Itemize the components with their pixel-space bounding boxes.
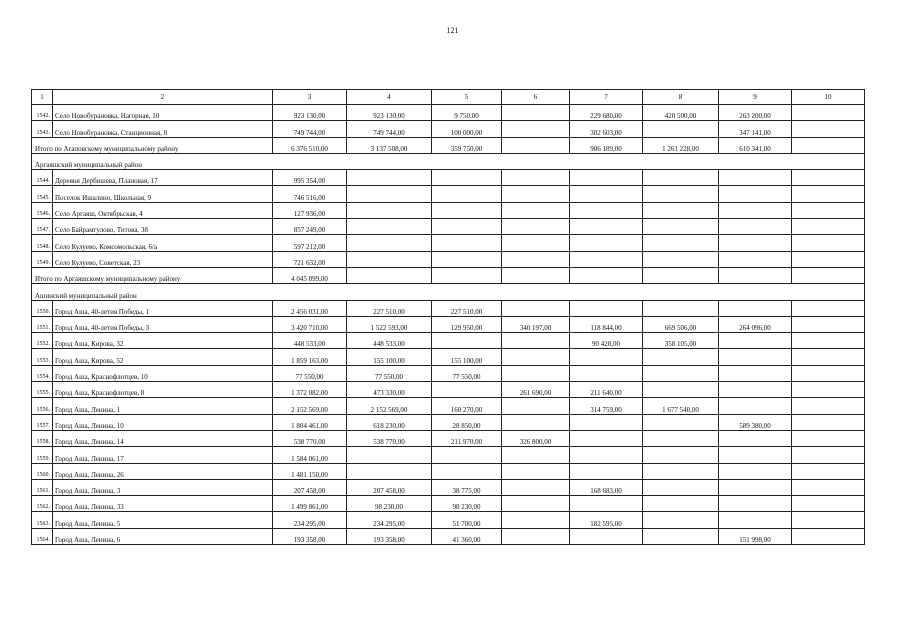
address-cell: Город Аша, Ленина, 10 xyxy=(53,414,273,430)
amount-cell xyxy=(643,235,719,251)
amount-cell: 160 270,00 xyxy=(432,398,502,414)
amount-cell: 473 330,00 xyxy=(347,382,432,398)
amount-cell xyxy=(643,170,719,186)
amount-cell: 1 804 461,00 xyxy=(273,414,347,430)
amount-cell xyxy=(719,365,792,381)
amount-cell xyxy=(570,267,643,283)
amount-cell: 326 800,00 xyxy=(502,430,570,446)
amount-cell xyxy=(502,267,570,283)
amount-cell xyxy=(719,219,792,235)
amount-cell xyxy=(792,430,865,446)
amount-cell xyxy=(643,219,719,235)
amount-cell: 38 775,00 xyxy=(432,479,502,495)
amount-cell: 118 844,00 xyxy=(570,316,643,332)
amount-cell xyxy=(502,219,570,235)
amount-cell xyxy=(719,251,792,267)
amount-cell: 995 354,00 xyxy=(273,170,347,186)
address-cell: Город Аша, Кирова, 32 xyxy=(53,333,273,349)
amount-cell xyxy=(643,186,719,202)
amount-cell xyxy=(792,382,865,398)
amount-cell: 234 295,00 xyxy=(347,512,432,528)
table-row xyxy=(32,316,865,332)
address-cell: Город Аша, Краснофлотцев, 10 xyxy=(53,365,273,381)
amount-cell xyxy=(792,251,865,267)
column-header: 10 xyxy=(792,90,865,105)
row-number: 1559. xyxy=(32,447,53,463)
district-total-row xyxy=(32,267,865,283)
amount-cell: 669 506,00 xyxy=(643,316,719,332)
amount-cell xyxy=(570,349,643,365)
amount-cell: 538 770,00 xyxy=(273,430,347,446)
table-row xyxy=(32,528,865,544)
amount-cell xyxy=(502,496,570,512)
amount-cell xyxy=(347,235,432,251)
amount-cell xyxy=(792,137,865,153)
amount-cell xyxy=(719,512,792,528)
table-row xyxy=(32,349,865,365)
amount-cell xyxy=(719,170,792,186)
amount-cell: 1 859 163,00 xyxy=(273,349,347,365)
row-number: 1561. xyxy=(32,479,53,495)
amount-cell xyxy=(347,170,432,186)
amount-cell xyxy=(792,267,865,283)
amount-cell xyxy=(502,137,570,153)
amount-cell: 1 372 082,00 xyxy=(273,382,347,398)
amount-cell: 359 750,00 xyxy=(432,137,502,153)
row-number: 1555. xyxy=(32,382,53,398)
row-number: 1550. xyxy=(32,300,53,316)
amount-cell xyxy=(502,300,570,316)
amount-cell xyxy=(570,528,643,544)
column-header: 9 xyxy=(719,90,792,105)
amount-cell xyxy=(570,170,643,186)
row-number: 1557. xyxy=(32,414,53,430)
amount-cell: 3 420 710,00 xyxy=(273,316,347,332)
amount-cell xyxy=(643,267,719,283)
amount-cell xyxy=(792,202,865,218)
amount-cell: 28 850,00 xyxy=(432,414,502,430)
amount-cell xyxy=(643,121,719,137)
amount-cell xyxy=(792,512,865,528)
amount-cell: 4 045 899,00 xyxy=(273,267,347,283)
register-table-container xyxy=(31,89,865,545)
address-cell: Село Новобурановка, Нагорная, 10 xyxy=(53,105,273,121)
column-header: 4 xyxy=(347,90,432,105)
amount-cell xyxy=(432,170,502,186)
address-cell: Город Аша, Ленина, 33 xyxy=(53,496,273,512)
table-row xyxy=(32,414,865,430)
table-row xyxy=(32,447,865,463)
table-row xyxy=(32,186,865,202)
amount-cell: 77 550,00 xyxy=(273,365,347,381)
table-row xyxy=(32,479,865,495)
amount-cell: 1 499 861,00 xyxy=(273,496,347,512)
row-number: 1546. xyxy=(32,202,53,218)
address-cell: Город Аша, Ленина, 26 xyxy=(53,463,273,479)
table-row xyxy=(32,430,865,446)
column-number-header-row xyxy=(32,90,865,105)
amount-cell xyxy=(347,267,432,283)
amount-cell xyxy=(719,300,792,316)
amount-cell: 2 152 569,00 xyxy=(273,398,347,414)
table-row xyxy=(32,382,865,398)
amount-cell: 538 770,00 xyxy=(347,430,432,446)
amount-cell xyxy=(432,186,502,202)
amount-cell xyxy=(643,447,719,463)
amount-cell xyxy=(792,316,865,332)
page-number: 121 xyxy=(446,26,459,35)
amount-cell xyxy=(432,333,502,349)
row-number: 1552. xyxy=(32,333,53,349)
table-row xyxy=(32,170,865,186)
amount-cell xyxy=(792,121,865,137)
amount-cell xyxy=(502,333,570,349)
amount-cell: 749 744,00 xyxy=(347,121,432,137)
amount-cell xyxy=(792,479,865,495)
amount-cell: 589 380,00 xyxy=(719,414,792,430)
total-label: Итого по Аргаяшскому муниципальному району xyxy=(32,267,273,283)
address-cell: Город Аша, Ленина, 14 xyxy=(53,430,273,446)
amount-cell: 129 950,00 xyxy=(432,316,502,332)
amount-cell: 151 998,00 xyxy=(719,528,792,544)
amount-cell xyxy=(719,186,792,202)
amount-cell: 923 130,00 xyxy=(347,105,432,121)
amount-cell xyxy=(792,219,865,235)
amount-cell xyxy=(347,251,432,267)
amount-cell xyxy=(643,430,719,446)
amount-cell xyxy=(643,512,719,528)
amount-cell: 155 100,00 xyxy=(432,349,502,365)
amount-cell xyxy=(347,186,432,202)
row-number: 1551. xyxy=(32,316,53,332)
amount-cell: 314 759,00 xyxy=(570,398,643,414)
register-table-body xyxy=(32,90,865,545)
amount-cell: 618 230,00 xyxy=(347,414,432,430)
amount-cell: 127 936,00 xyxy=(273,202,347,218)
table-row xyxy=(32,463,865,479)
amount-cell xyxy=(719,349,792,365)
amount-cell: 229 680,00 xyxy=(570,105,643,121)
amount-cell xyxy=(502,105,570,121)
amount-cell xyxy=(792,398,865,414)
district-section-row xyxy=(32,284,865,300)
amount-cell xyxy=(502,479,570,495)
amount-cell xyxy=(570,365,643,381)
table-row xyxy=(32,512,865,528)
amount-cell xyxy=(347,202,432,218)
amount-cell xyxy=(502,414,570,430)
amount-cell: 98 230,00 xyxy=(347,496,432,512)
amount-cell: 597 212,00 xyxy=(273,235,347,251)
amount-cell: 98 230,00 xyxy=(432,496,502,512)
row-number: 1564. xyxy=(32,528,53,544)
amount-cell: 193 358,00 xyxy=(347,528,432,544)
column-header: 6 xyxy=(502,90,570,105)
amount-cell: 448 533,00 xyxy=(347,333,432,349)
amount-cell xyxy=(643,463,719,479)
amount-cell: 923 130,00 xyxy=(273,105,347,121)
district-heading: Ашинский муниципальный район xyxy=(32,284,865,300)
amount-cell xyxy=(719,479,792,495)
amount-cell xyxy=(792,528,865,544)
amount-cell xyxy=(643,251,719,267)
amount-cell: 420 500,00 xyxy=(643,105,719,121)
amount-cell: 193 358,00 xyxy=(273,528,347,544)
amount-cell: 749 744,00 xyxy=(273,121,347,137)
amount-cell xyxy=(792,496,865,512)
table-row xyxy=(32,496,865,512)
amount-cell xyxy=(502,447,570,463)
amount-cell xyxy=(432,382,502,398)
address-cell: Город Аша, 40-летия Победы, 1 xyxy=(53,300,273,316)
amount-cell: 168 683,00 xyxy=(570,479,643,495)
amount-cell xyxy=(570,300,643,316)
amount-cell xyxy=(432,463,502,479)
amount-cell: 77 550,00 xyxy=(432,365,502,381)
amount-cell xyxy=(792,463,865,479)
table-row xyxy=(32,235,865,251)
address-cell: Деревня Дербишева, Плановая, 17 xyxy=(53,170,273,186)
amount-cell: 302 603,00 xyxy=(570,121,643,137)
row-number: 1545. xyxy=(32,186,53,202)
amount-cell: 448 533,00 xyxy=(273,333,347,349)
amount-cell xyxy=(570,463,643,479)
amount-cell: 90 428,00 xyxy=(570,333,643,349)
address-cell: Село Кулуево, Советская, 23 xyxy=(53,251,273,267)
amount-cell xyxy=(719,447,792,463)
amount-cell xyxy=(502,398,570,414)
amount-cell: 746 516,00 xyxy=(273,186,347,202)
amount-cell: 211 640,00 xyxy=(570,382,643,398)
amount-cell: 41 360,00 xyxy=(432,528,502,544)
amount-cell xyxy=(432,267,502,283)
amount-cell xyxy=(502,528,570,544)
amount-cell: 2 456 031,00 xyxy=(273,300,347,316)
table-row xyxy=(32,398,865,414)
total-label: Итого по Агаповскому муниципальному району xyxy=(32,137,273,153)
amount-cell: 51 700,00 xyxy=(432,512,502,528)
amount-cell: 721 632,00 xyxy=(273,251,347,267)
amount-cell: 207 458,00 xyxy=(347,479,432,495)
amount-cell: 227 510,00 xyxy=(347,300,432,316)
amount-cell xyxy=(432,447,502,463)
address-cell: Город Аша, Ленина, 6 xyxy=(53,528,273,544)
amount-cell: 1 522 593,00 xyxy=(347,316,432,332)
row-number: 1556. xyxy=(32,398,53,414)
amount-cell xyxy=(792,300,865,316)
amount-cell: 155 100,00 xyxy=(347,349,432,365)
amount-cell: 261 690,00 xyxy=(502,382,570,398)
address-cell: Город Аша, Ленина, 17 xyxy=(53,447,273,463)
amount-cell xyxy=(502,186,570,202)
address-cell: Село Байрамгулово, Титова, 38 xyxy=(53,219,273,235)
register-table xyxy=(31,89,865,545)
amount-cell xyxy=(719,235,792,251)
amount-cell xyxy=(432,202,502,218)
amount-cell xyxy=(502,251,570,267)
column-header: 5 xyxy=(432,90,502,105)
row-number: 1548. xyxy=(32,235,53,251)
amount-cell xyxy=(643,479,719,495)
amount-cell xyxy=(719,202,792,218)
amount-cell xyxy=(570,186,643,202)
amount-cell xyxy=(719,333,792,349)
table-row xyxy=(32,202,865,218)
amount-cell xyxy=(719,267,792,283)
amount-cell xyxy=(432,251,502,267)
amount-cell: 1 584 061,00 xyxy=(273,447,347,463)
address-cell: Поселок Ишалино, Школьная, 9 xyxy=(53,186,273,202)
row-number: 1560. xyxy=(32,463,53,479)
amount-cell xyxy=(347,447,432,463)
amount-cell xyxy=(792,349,865,365)
column-header: 2 xyxy=(53,90,273,105)
row-number: 1554. xyxy=(32,365,53,381)
amount-cell: 100 000,00 xyxy=(432,121,502,137)
row-number: 1543. xyxy=(32,121,53,137)
row-number: 1553. xyxy=(32,349,53,365)
row-number: 1563. xyxy=(32,512,53,528)
amount-cell: 857 249,00 xyxy=(273,219,347,235)
address-cell: Город Аша, 40-летия Победы, 3 xyxy=(53,316,273,332)
amount-cell: 610 341,00 xyxy=(719,137,792,153)
amount-cell: 3 137 508,00 xyxy=(347,137,432,153)
amount-cell: 1 481 150,00 xyxy=(273,463,347,479)
amount-cell xyxy=(570,235,643,251)
amount-cell xyxy=(643,496,719,512)
amount-cell: 340 197,00 xyxy=(502,316,570,332)
amount-cell xyxy=(502,463,570,479)
amount-cell xyxy=(792,365,865,381)
amount-cell xyxy=(502,349,570,365)
table-row xyxy=(32,105,865,121)
amount-cell xyxy=(570,219,643,235)
district-section-row xyxy=(32,153,865,169)
table-row xyxy=(32,300,865,316)
amount-cell: 1 261 228,00 xyxy=(643,137,719,153)
amount-cell xyxy=(792,414,865,430)
amount-cell: 211 970,00 xyxy=(432,430,502,446)
amount-cell xyxy=(570,202,643,218)
amount-cell xyxy=(792,333,865,349)
table-row xyxy=(32,121,865,137)
district-heading: Аргаяшский муниципальный район xyxy=(32,153,865,169)
amount-cell: 234 295,00 xyxy=(273,512,347,528)
amount-cell xyxy=(570,251,643,267)
amount-cell xyxy=(643,202,719,218)
amount-cell xyxy=(792,235,865,251)
amount-cell xyxy=(643,528,719,544)
amount-cell xyxy=(347,463,432,479)
table-row xyxy=(32,219,865,235)
amount-cell: 906 189,00 xyxy=(570,137,643,153)
row-number: 1558. xyxy=(32,430,53,446)
address-cell: Город Аша, Ленина, 5 xyxy=(53,512,273,528)
amount-cell: 207 458,00 xyxy=(273,479,347,495)
amount-cell xyxy=(643,349,719,365)
column-header: 1 xyxy=(32,90,53,105)
amount-cell: 358 105,00 xyxy=(643,333,719,349)
amount-cell: 77 550,00 xyxy=(347,365,432,381)
table-row xyxy=(32,333,865,349)
amount-cell xyxy=(432,219,502,235)
amount-cell xyxy=(719,463,792,479)
amount-cell: 263 200,00 xyxy=(719,105,792,121)
amount-cell xyxy=(719,382,792,398)
amount-cell: 9 750,00 xyxy=(432,105,502,121)
address-cell: Город Аша, Краснофлотцев, 8 xyxy=(53,382,273,398)
column-header: 3 xyxy=(273,90,347,105)
amount-cell xyxy=(792,186,865,202)
amount-cell xyxy=(570,496,643,512)
amount-cell xyxy=(347,219,432,235)
amount-cell xyxy=(502,365,570,381)
amount-cell xyxy=(432,235,502,251)
amount-cell xyxy=(502,512,570,528)
amount-cell xyxy=(502,202,570,218)
amount-cell: 264 096,00 xyxy=(719,316,792,332)
district-total-row xyxy=(32,137,865,153)
address-cell: Город Аша, Кирова, 52 xyxy=(53,349,273,365)
amount-cell xyxy=(719,430,792,446)
amount-cell xyxy=(570,414,643,430)
amount-cell xyxy=(502,235,570,251)
address-cell: Город Аша, Ленина, 1 xyxy=(53,398,273,414)
amount-cell xyxy=(643,365,719,381)
amount-cell xyxy=(719,496,792,512)
amount-cell: 347 141,00 xyxy=(719,121,792,137)
amount-cell: 182 595,00 xyxy=(570,512,643,528)
amount-cell xyxy=(792,105,865,121)
amount-cell: 2 152 569,00 xyxy=(347,398,432,414)
address-cell: Село Аргаяш, Октябрьская, 4 xyxy=(53,202,273,218)
row-number: 1562. xyxy=(32,496,53,512)
amount-cell xyxy=(502,121,570,137)
table-row xyxy=(32,251,865,267)
amount-cell xyxy=(570,447,643,463)
table-row xyxy=(32,365,865,381)
amount-cell xyxy=(643,414,719,430)
address-cell: Село Кулуево, Комсомольская, 6/а xyxy=(53,235,273,251)
amount-cell xyxy=(570,430,643,446)
amount-cell xyxy=(643,382,719,398)
row-number: 1542. xyxy=(32,105,53,121)
amount-cell xyxy=(502,170,570,186)
address-cell: Село Новобурановка, Станционная, 8 xyxy=(53,121,273,137)
row-number: 1549. xyxy=(32,251,53,267)
column-header: 7 xyxy=(570,90,643,105)
amount-cell: 1 677 540,00 xyxy=(643,398,719,414)
row-number: 1544. xyxy=(32,170,53,186)
amount-cell xyxy=(792,447,865,463)
amount-cell: 6 376 510,00 xyxy=(273,137,347,153)
address-cell: Город Аша, Ленина, 3 xyxy=(53,479,273,495)
amount-cell xyxy=(719,398,792,414)
amount-cell: 227 510,00 xyxy=(432,300,502,316)
row-number: 1547. xyxy=(32,219,53,235)
amount-cell xyxy=(643,300,719,316)
amount-cell xyxy=(792,170,865,186)
column-header: 8 xyxy=(643,90,719,105)
